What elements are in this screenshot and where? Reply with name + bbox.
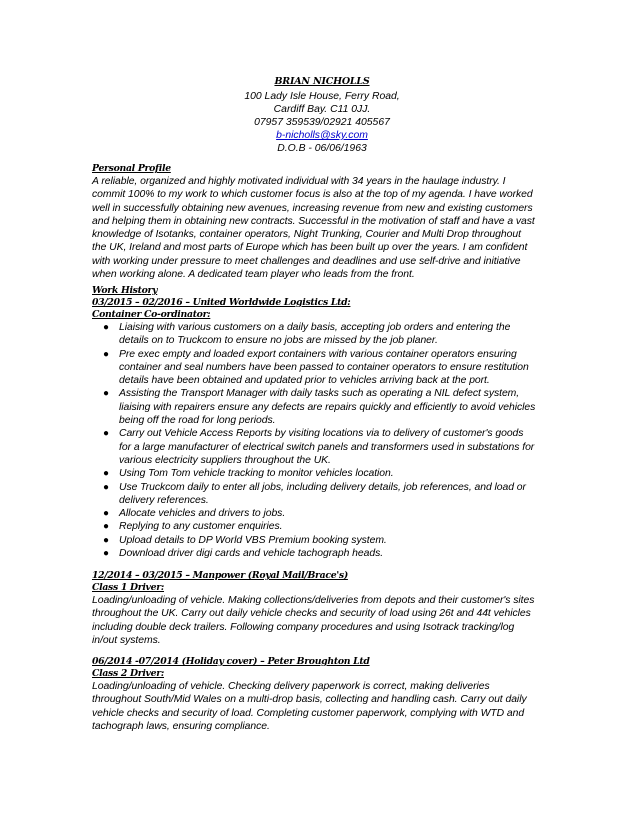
personal-profile-section [92, 163, 552, 281]
job-heading: 03/2015 – 02/2016 – United Worldwide Logistics Ltd: [92, 297, 351, 308]
phone-numbers: 07957 359539/02921 405567 [254, 117, 390, 128]
list-item: ● Liaising with various customers on a daily basis, accepting job orders and entering the details on to Truckcom to ensure no jobs are missed by the job planer. [103, 322, 511, 347]
list-item: ● Pre exec empty and loaded export containers with various container operators ensuring container and seal numbers have been passed to container operators to ensure restitution details have been obtained and updated prior to vehicles arriving back at the port. [103, 348, 529, 387]
work-history-section [92, 285, 552, 560]
list-item: ● Allocate vehicles and drivers to jobs. [103, 508, 286, 520]
job-description-line: including double deck trailers. Following company procedures and using Isotrack tracking/log [92, 621, 515, 633]
profile-line: with working under pressure to meet challenges and deadlines and use self-drive and initiative [92, 255, 521, 267]
profile-line: the UK, Ireland and most parts of Europe which has been built up over the years. I am confident [92, 242, 528, 254]
bullet-icon: ● [103, 481, 109, 493]
profile-line: and helping them in obtaining new contracts. Successful in the motivation of staff and have a vast [92, 215, 535, 227]
list-item: ● Assisting the Transport Manager with daily tasks such as operating a NIL defect system, liaising with repairers ensure any defects are repairs quickly and efficiently to avoid vehicles being off the road for long periods. [103, 388, 536, 427]
job-heading: 06/2014 -07/2014 (Holiday cover) – Peter Broughton Ltd [92, 656, 370, 667]
candidate-name: BRIAN NICHOLLS [274, 76, 370, 87]
job-role: Class 2 Driver: [92, 668, 165, 679]
job-description-line: vehicle checks and security of load. Completing customer paperwork, complying with WTD and [92, 707, 525, 719]
job-description-line: tachograph laws, ensuring compliance. [92, 720, 270, 732]
address-line-2: Cardiff Bay. C11 0JJ. [273, 104, 371, 115]
email-link[interactable]: b-nicholls@sky.com [276, 130, 368, 141]
list-item: ● Download driver digi cards and vehicle tachograph heads. [103, 548, 384, 560]
job-description-line: Loading/unloading of vehicle. Making collections/deliveries from depots and their customer's sites [92, 595, 535, 606]
job-heading: 12/2014 – 03/2015 – Manpower (Royal Mail/Brace's) [92, 570, 348, 581]
job-entry [92, 656, 552, 733]
bullet-icon: ● [103, 322, 109, 333]
bullet-icon: ● [103, 348, 109, 360]
bullet-icon: ● [103, 508, 109, 520]
list-item: ● Replying to any customer enquiries. [103, 521, 283, 533]
profile-line: commit 100% to my work to which customer focus is also at the top of my agenda. I have worked [92, 189, 533, 201]
bullet-icon: ● [103, 428, 109, 440]
profile-line: A reliable, organized and highly motivated individual with 34 years in the haulage industry. I [92, 176, 506, 187]
profile-line: when working alone. A dedicated team player who leads from the front. [92, 269, 415, 281]
list-item: ● Upload details to DP World VBS Premium booking system. [103, 534, 387, 546]
job-description-line: Loading/unloading of vehicle. Checking delivery paperwork is correct, making deliveries [92, 681, 490, 692]
profile-line: knowledge of Isotanks, container operators, Night Trunking, Courier and Multi Drop throughout [92, 229, 521, 241]
bullet-icon: ● [103, 468, 109, 480]
section-title-work-history: Work History [92, 285, 158, 296]
bullet-icon: ● [103, 388, 109, 400]
bullet-icon: ● [103, 534, 109, 546]
job-description-line: in/out systems. [92, 634, 161, 646]
section-title-profile: Personal Profile [92, 163, 171, 174]
list-item: ● Carry out Vehicle Access Reports by visiting locations via to delivery of customer's goods for a large manufacturer of electrical switch panels and transformers used in substations for various electricity suppliers throughout the UK. [103, 428, 535, 466]
bullet-icon: ● [103, 521, 109, 533]
job-description-line: throughout South/Mid Wales on a multi-drop basis, collecting and handling cash. Carry out daily [92, 694, 527, 706]
job-role: Class 1 Driver: [92, 582, 165, 593]
profile-line: well in successfully obtaining new avenues, increasing revenue from new and existing customers [92, 202, 533, 214]
job-description-line: throughout the UK. Carry out daily vehicle checks and security of load using 26t and 44t vehicles [92, 608, 531, 620]
email-line [92, 129, 552, 142]
bullet-icon: ● [103, 548, 109, 560]
job-role: Container Co-ordinator: [92, 309, 211, 320]
list-item: ● Use Truckcom daily to enter all jobs, including delivery details, job references, and load or delivery references. [103, 481, 526, 506]
job-entry [92, 570, 552, 647]
address-line-1: 100 Lady Isle House, Ferry Road, [244, 91, 400, 102]
duties-list [92, 321, 552, 560]
date-of-birth: D.O.B - 06/06/1963 [277, 143, 367, 154]
list-item: ● Using Tom Tom vehicle tracking to monitor vehicles location. [103, 468, 394, 480]
